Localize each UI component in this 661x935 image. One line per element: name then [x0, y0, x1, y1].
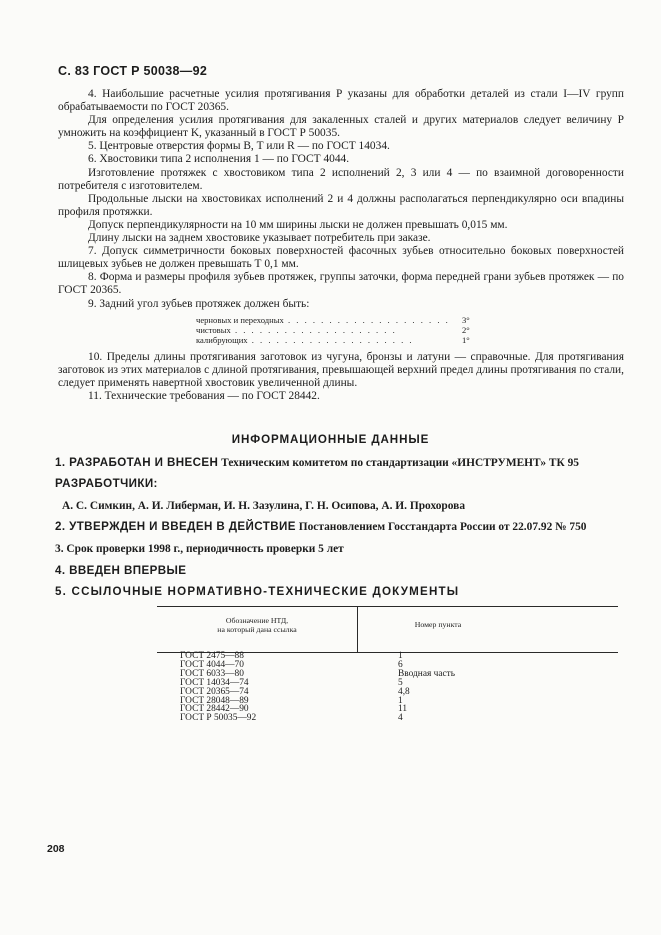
paragraph-6b: Изготовление протяжек с хвостовиком типа 2 исполнений 2, 3 или 4 — по взаимной договоренности потребителя с изготовителем. — [58, 166, 624, 192]
header-line: Обозначение НТД, — [225, 616, 289, 625]
paragraph-5: 5. Центровые отверстия формы В, Т или R — по ГОСТ 14034. — [88, 140, 390, 153]
list-item — [196, 315, 486, 325]
angle-label: чистовых . . — [196, 325, 462, 335]
table-header-document — [157, 616, 357, 634]
table-cell-doc: ГОСТ Р 50035—92 — [180, 713, 257, 724]
angle-label: черновых и переходных . . — [196, 315, 462, 325]
table-cell-item: 1 — [398, 695, 403, 706]
info-heading: 4. ВВЕДЕН ВПЕРВЫЕ — [55, 564, 187, 577]
table-header-item: Номер пункта — [414, 620, 462, 629]
info-developers — [62, 500, 642, 512]
table-cell-doc: ГОСТ 14034—74 — [180, 677, 249, 688]
info-item-4 — [55, 564, 635, 577]
info-item-2 — [55, 520, 635, 533]
paragraph-4: 4. Наибольшие расчетные усилия протягивания P указаны для обработки деталей из стали I—IV групп обрабатываемости по ГОСТ 20365. — [58, 88, 624, 114]
paragraph-9: 9. Задний угол зубьев протяжек должен быть: — [88, 297, 310, 310]
angle-value: 2° — [462, 324, 470, 335]
table-cell-item: 11 — [398, 704, 408, 715]
paragraph-8: 8. Форма и размеры профиля зубьев протяжек, группы заточки, форма передней грани зубьев протяжек — по ГОСТ 20365. — [58, 271, 624, 297]
table-cell-item: 1 — [398, 651, 403, 661]
info-heading: 2. УТВЕРЖДЕН И ВВЕДЕН В ДЕЙСТВИЕ — [55, 520, 296, 533]
info-item-3 — [55, 543, 635, 555]
table-cell-item: Вводная часть — [398, 668, 456, 679]
angle-value: 1° — [462, 334, 470, 345]
info-text: 3. Срок проверки 1998 г., периодичность проверки 5 лет — [55, 543, 344, 555]
paragraph-10: 10. Пределы длины протягивания заготовок из чугуна, бронзы и латуни — справочные. Для протягивания заготовок из этих материалов с длиной протягивания, превышающей верхний предел длины протягивания по стали, следует применять навертной хвостовик увеличенной длины. — [58, 350, 624, 390]
page-header: С. 83 ГОСТ Р 50038—92 — [58, 64, 208, 78]
info-item-5 — [55, 585, 635, 598]
info-heading: 5. ССЫЛОЧНЫЕ НОРМАТИВНО-ТЕХНИЧЕСКИЕ ДОКУМЕНТЫ — [55, 585, 460, 598]
list-item — [196, 335, 486, 345]
table-cell-item: 5 — [398, 677, 403, 688]
table-row — [180, 714, 538, 723]
info-heading: 1. РАЗРАБОТАН И ВНЕСЕН — [55, 456, 219, 469]
table-cell-doc: ГОСТ 20365—74 — [180, 686, 249, 697]
paragraph-6e: Длину лыски на заднем хвостовике указывает потребитель при заказе. — [88, 232, 431, 245]
list-item — [196, 325, 486, 335]
angle-label: калибрующих . . — [196, 335, 462, 345]
table-cell-doc: ГОСТ 6033—80 — [180, 668, 244, 679]
info-heading: РАЗРАБОТЧИКИ: — [55, 477, 158, 490]
info-item-developers-heading — [55, 477, 635, 490]
paragraph-11: 11. Технические требования — по ГОСТ 28442. — [88, 390, 320, 403]
paragraph-4b: Для определения усилия протягивания для закаленных сталей и других материалов следует величину P умножить на коэффициент K, указанный в ГОСТ Р 50035. — [58, 114, 624, 140]
table-cell-doc: ГОСТ 4044—70 — [180, 659, 244, 670]
info-section-title: ИНФОРМАЦИОННЫЕ ДАННЫЕ — [231, 433, 430, 446]
paragraph-7: 7. Допуск симметричности боковых поверхностей фасочных зубьев относительно боковых поверхностей шлицевых зубьев не должен превышать Т 0,1 мм. — [58, 245, 624, 271]
clearance-angle-list — [196, 315, 486, 345]
angle-value: 3° — [462, 314, 470, 325]
paragraph-6c: Продольные лыски на хвостовиках исполнений 2 и 4 должны располагаться перпендикулярно оси впадины профиля протяжки. — [58, 192, 624, 218]
info-item-1 — [55, 456, 635, 469]
developers-list: А. С. Симкин, А. И. Либерман, И. Н. Зазулина, Г. Н. Осипова, А. И. Прохорова — [62, 500, 466, 512]
table-cell-item: 6 — [398, 659, 403, 670]
header-line: на который дана ссылка — [217, 625, 297, 634]
table-column-divider — [357, 606, 358, 652]
table-cell-doc: ГОСТ 28442—90 — [180, 704, 249, 715]
paragraph-6d: Допуск перпендикулярности на 10 мм ширины лыски не должен превышать 0,015 мм. — [88, 218, 508, 231]
info-text: Постановлением Госстандарта России от 22.07.92 № 750 — [298, 521, 587, 533]
table-cell-item: 4,8 — [398, 686, 410, 697]
table-cell-doc: ГОСТ 28048—89 — [180, 695, 249, 706]
paragraph-6: 6. Хвостовики типа 2 исполнения 1 — по ГОСТ 4044. — [88, 153, 350, 166]
table-top-rule — [157, 606, 618, 607]
page-number: 208 — [47, 843, 65, 855]
table-cell-doc: ГОСТ 2475—88 — [180, 651, 244, 661]
table-cell-item: 4 — [398, 713, 403, 724]
main-text — [58, 88, 624, 403]
table-body — [180, 652, 538, 723]
info-text: Техническим комитетом по стандартизации «ИНСТРУМЕНТ» ТК 95 — [221, 457, 579, 469]
